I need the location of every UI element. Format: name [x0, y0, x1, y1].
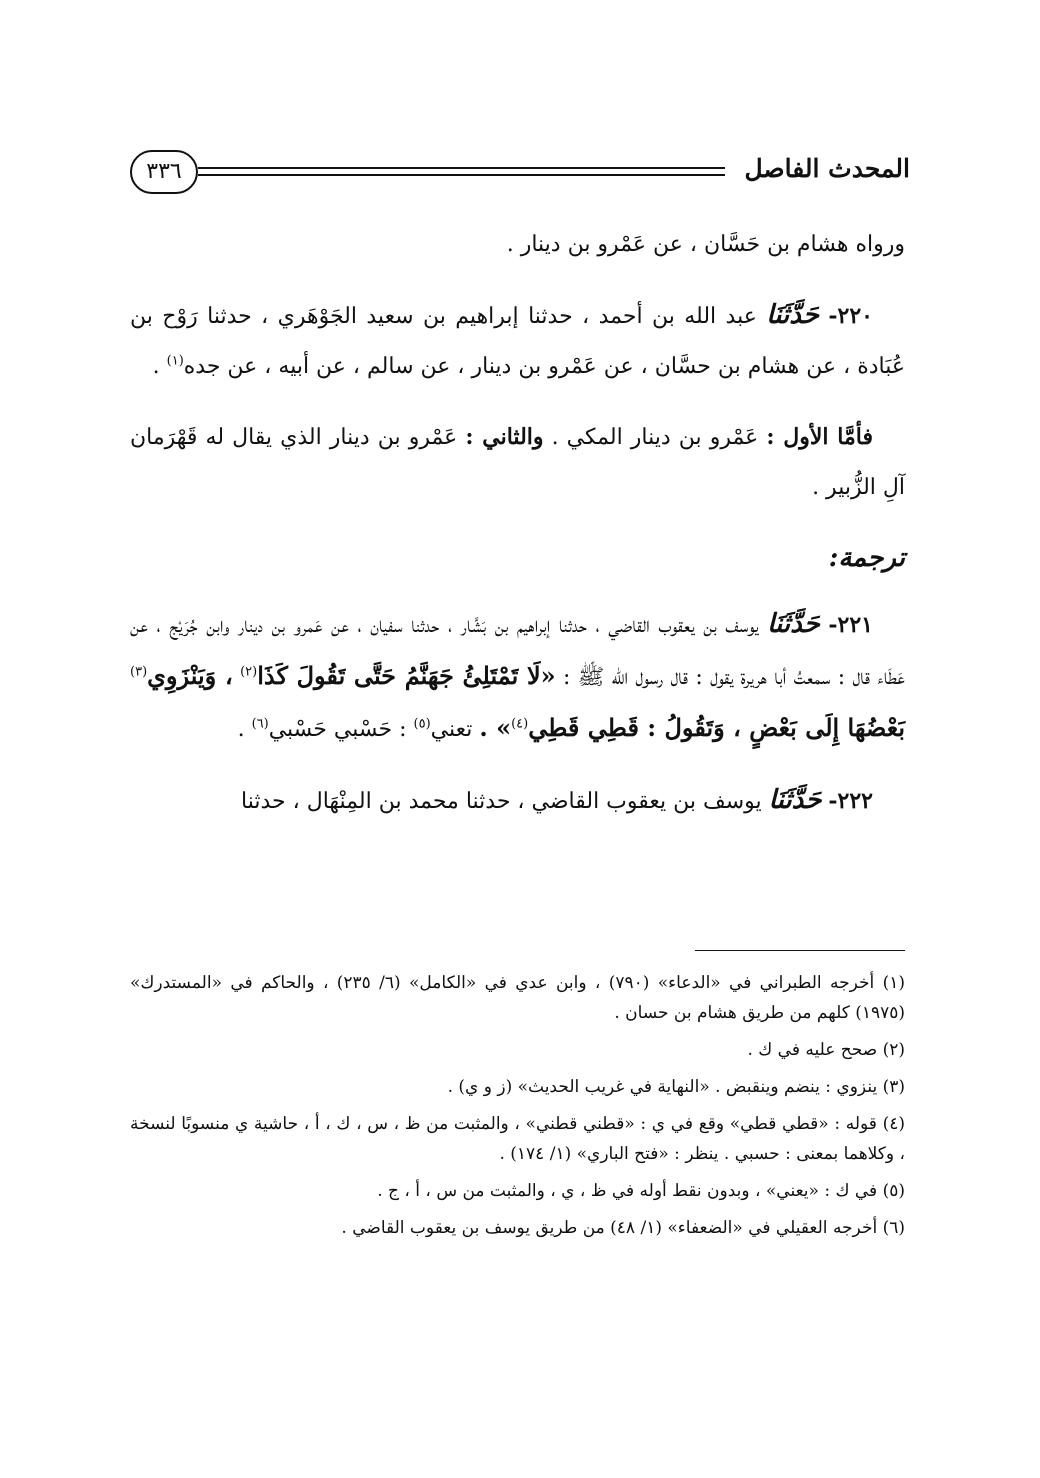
footnote-ref[interactable]: (٣) [130, 664, 148, 680]
tani-text: : حَسْبي حَسْبي [268, 717, 407, 742]
intro-line: ورواه هشام بن حَسَّان ، عن عَمْرو بن دينار . [506, 232, 905, 257]
tani-word: تعني [430, 717, 473, 742]
paragraph-first-second [130, 412, 905, 513]
footnote-ref[interactable]: (٦) [251, 716, 269, 732]
footnote-6: (٦) أخرجه العقيلي في «الضعفاء» (١/ ٤٨) من طريق يوسف بن يعقوب القاضي . [341, 1218, 905, 1238]
haddathana-word: حَدَّثَنَا [766, 300, 819, 330]
label-second: والثاني : [465, 424, 544, 450]
footnote-separator [695, 950, 905, 951]
hadith-number: ٢٢٠- [828, 303, 873, 329]
main-text [130, 220, 905, 847]
hadith-text: يوسف بن يعقوب القاضي ، حدثنا محمد بن المِنْهَال ، حدثنا [241, 789, 762, 814]
footnotes [130, 968, 905, 1250]
page-header [130, 150, 910, 194]
prophetic-quote-b: ، وَيَنْزَوِي [147, 661, 233, 690]
hadith-221 [130, 599, 905, 755]
footnote-ref[interactable]: (٤) [511, 716, 529, 732]
footnote-ref[interactable]: (١) [166, 353, 184, 369]
footnote-3: (٣) ينزوي : ينضم وينقبض . «النهاية في غريب الحديث» (ز و ي) . [447, 1077, 905, 1097]
hadith-text: عبد الله بن أحمد ، حدثنا إبراهيم بن سعيد الجَوْهَري ، حدثنا رَوْح بن عُبَادة ، عن هشام بن حسَّان ، عن عَمْرو بن دينار ، عن سالم ، عن أبيه ، عن جده [130, 304, 905, 379]
hadith-220 [130, 290, 905, 392]
hadith-number: ٢٢٢- [828, 788, 873, 814]
section-title: ترجمة: [828, 543, 905, 573]
prophetic-quote-c: بَعْضُهَا إِلَى بَعْضٍ ، وَتَقُولُ : قَطِي قَطِي [528, 713, 905, 742]
hadith-text: يوسف بن يعقوب القاضي ، حدثنا إبراهيم بن بَشَّار ، حدثنا سفيان ، عن عَمرو بن دينار وابن جُرَيْج ، عن عَطَاء قال : سمعتُ أبا هريرة يقول : قال رسول الله ﷺ : [130, 613, 906, 690]
period: . [237, 717, 245, 742]
label-first: فأمَّا الأول : [766, 424, 873, 450]
prophetic-quote-a: «لَا تَمْتَلِئُ جَهَنَّمُ حَتَّى تَقُولَ كَذَا [257, 661, 556, 690]
haddathana-word: حَدَّثَنَا [768, 785, 822, 815]
footnote-2: (٢) صحح عليه في ك . [747, 1040, 905, 1060]
text-first: عَمْرو بن دينار المكي . [551, 425, 759, 450]
footnote-1: (١) أخرجه الطبراني في «الدعاء» (٧٩٠) ، وابن عدي في «الكامل» (٦/ ٢٣٥) ، والحاكم في «المستدرك» (١٩٧٥) كلهم من طريق هشام بن حسان . [130, 973, 905, 1023]
hadith-number: ٢٢١- [828, 612, 873, 638]
period: . [152, 354, 160, 379]
footnote-4: (٤) قوله : «قطي قطي» وقع في ي : «قطني قطني» ، والمثبت من ظ ، س ، ك ، أ ، حاشية ي منسوبًا لنسخة ، وكلاهما بمعنى : حسبي . ينظر : «فتح الباري» (١/ ١٧٤) . [130, 1114, 905, 1164]
footnote-ref[interactable]: (٥) [413, 716, 431, 732]
text-second: عَمْرو بن دينار الذي يقال له قَهْرَمان آلِ الزُّبير . [130, 425, 905, 500]
hadith-222 [130, 775, 905, 827]
footnote-ref[interactable]: (٢) [240, 664, 258, 680]
page-number: ٣٣٦ [130, 150, 198, 194]
quote-end: » . [479, 713, 512, 742]
footnote-5: (٥) في ك : «يعني» ، وبدون نقط أوله في ظ ، ي ، والمثبت من س ، أ ، ج . [377, 1181, 905, 1201]
header-rule [198, 167, 725, 176]
book-title: المحدث الفاصل [744, 154, 910, 183]
haddathana-word: حَدَّثَنَا [767, 609, 820, 639]
